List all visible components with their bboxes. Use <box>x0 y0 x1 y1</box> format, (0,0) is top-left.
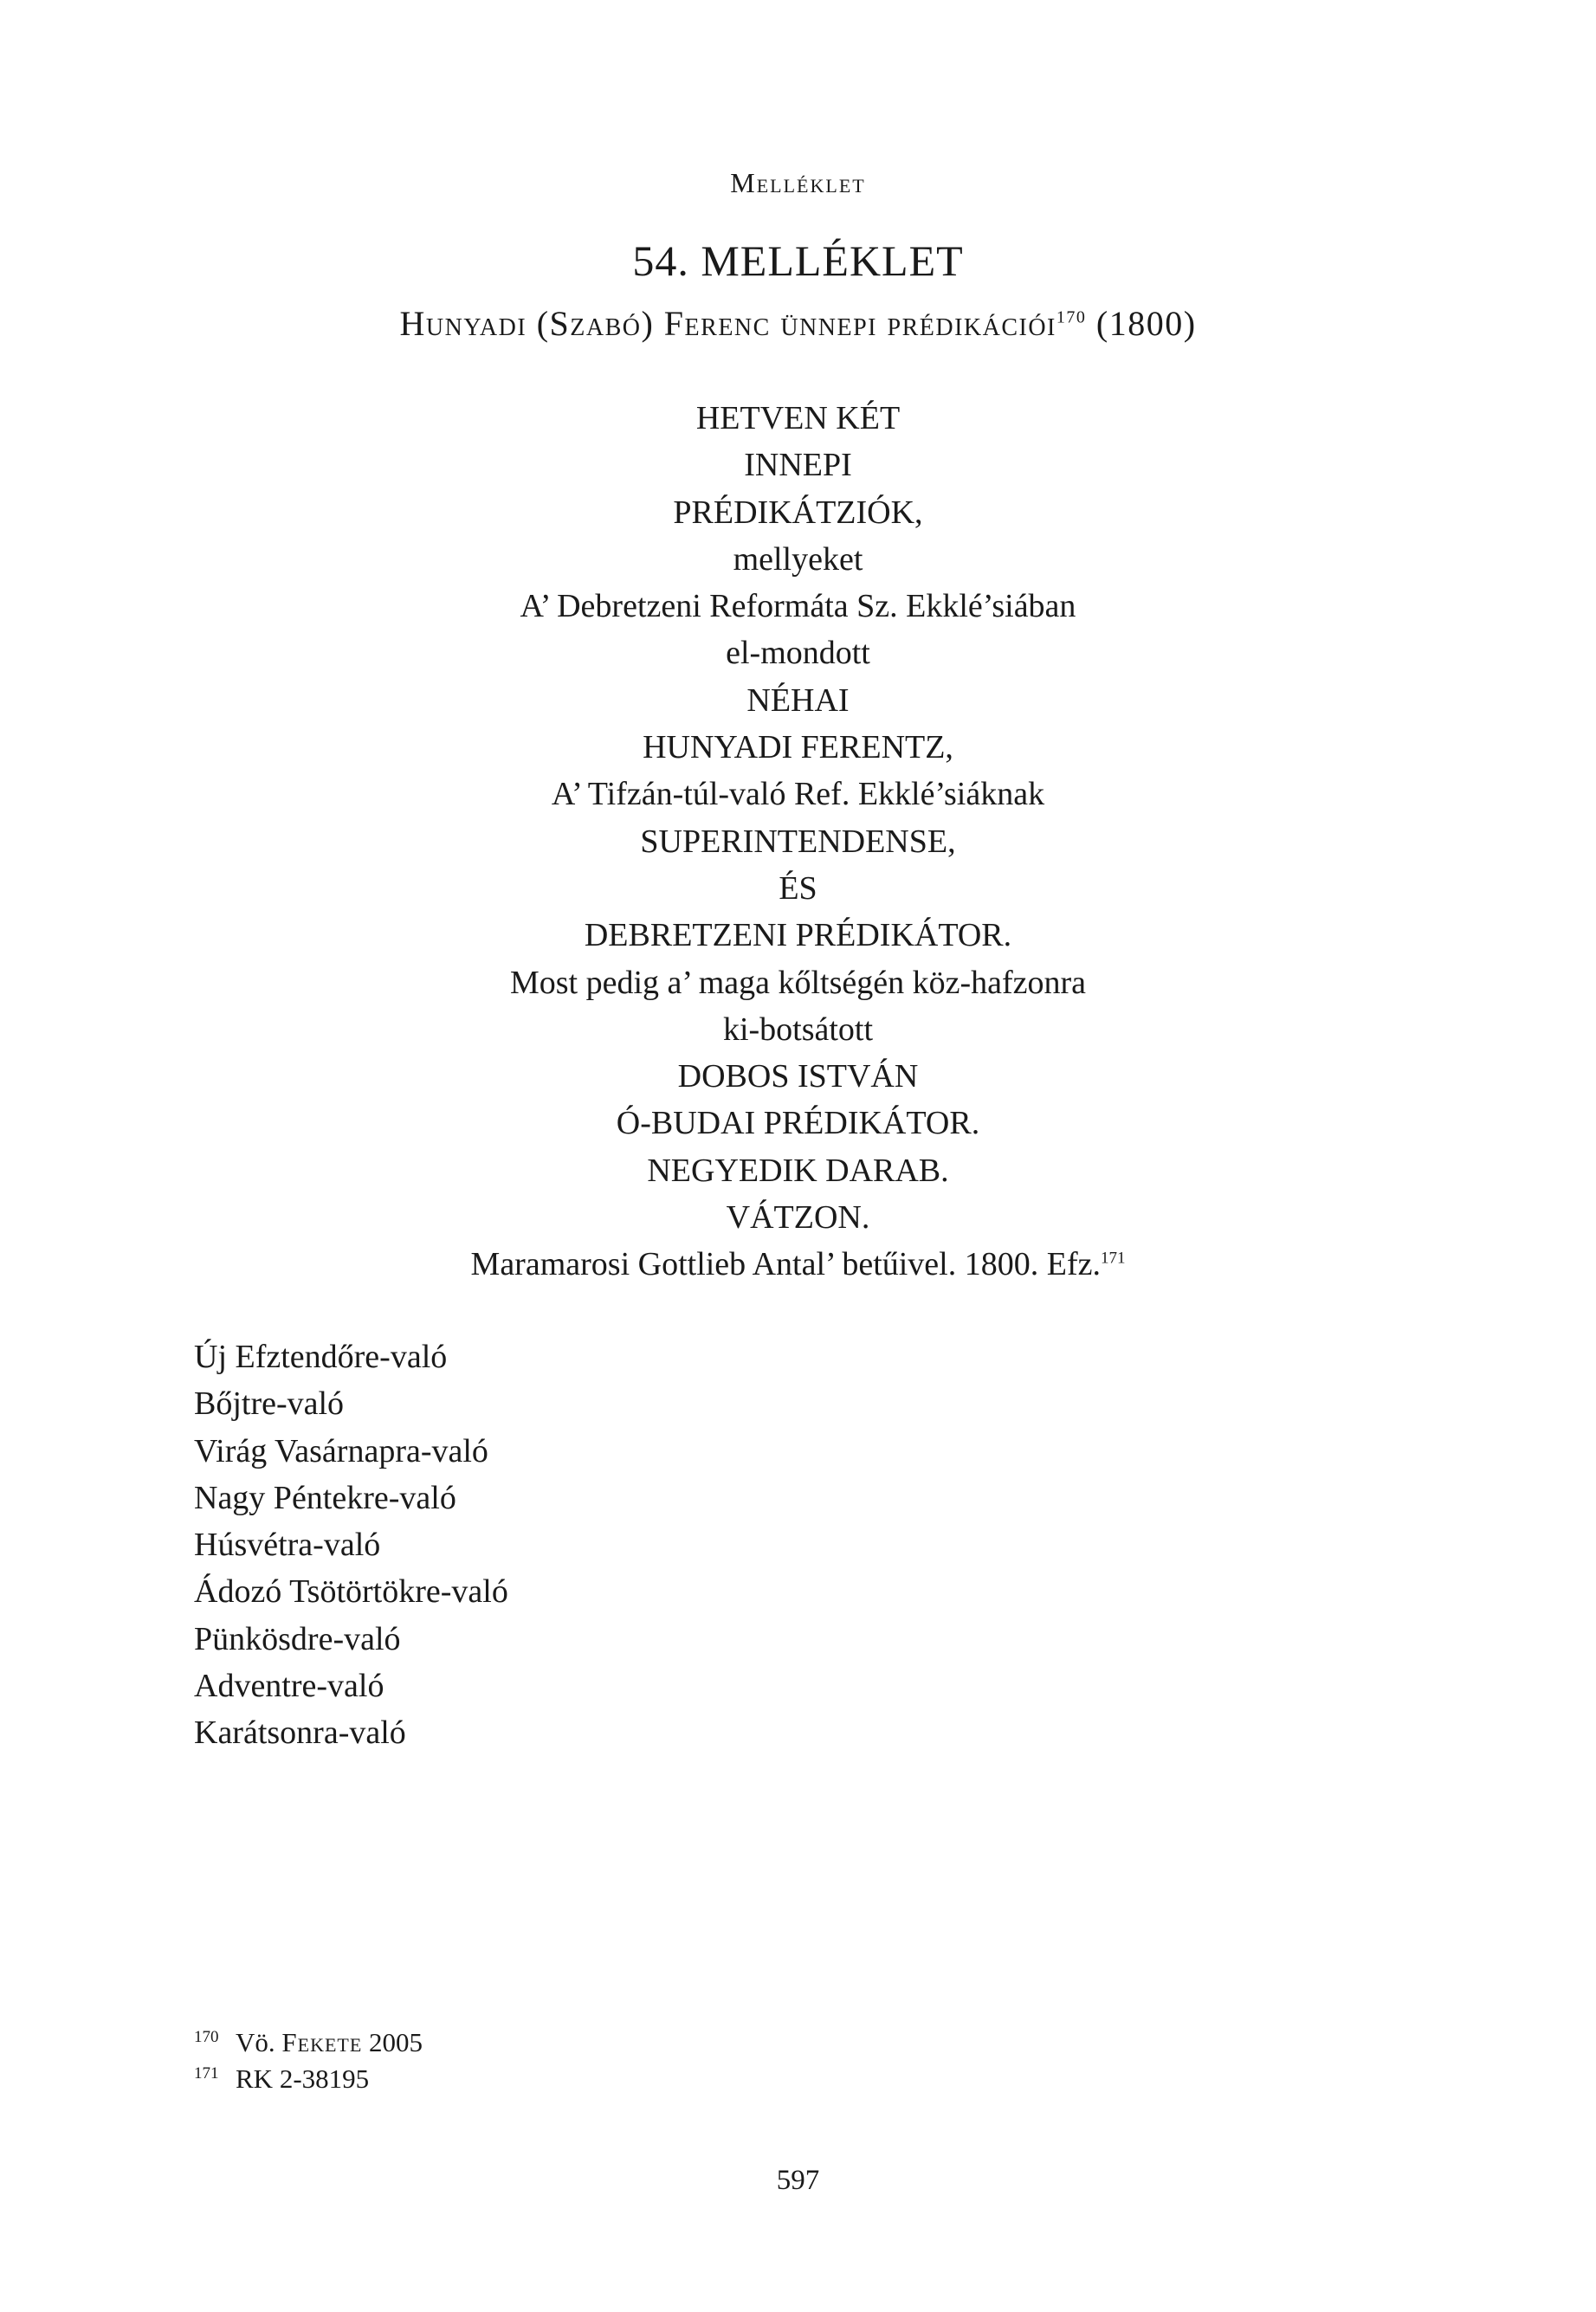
sermon-item: Húsvétra-való <box>194 1527 381 1564</box>
title-line: Most pedig a’ maga kőltségén köz-hafzonra <box>509 964 1087 1001</box>
footnote-prefix: Vö. <box>236 2027 282 2057</box>
footnote-rest: RK 2-38195 <box>236 2063 370 2094</box>
title-line: el-mondott <box>726 635 870 672</box>
sermon-item: Bőjtre-való <box>194 1385 345 1423</box>
footnote-171: 171 RK 2-38195 <box>194 2063 370 2094</box>
subtitle-year: (1800) <box>1095 304 1197 343</box>
imprint-line <box>0 1241 1596 1288</box>
title-line: HUNYADI FERENTZ, <box>643 729 953 766</box>
sermon-item: Új Efztendőre-való <box>194 1339 448 1375</box>
sermon-item: Pünkösdre-való <box>194 1620 401 1657</box>
sermon-item: Ádozó Tsötörtökre-való <box>194 1573 508 1611</box>
title-line: HETVEN KÉT <box>695 400 901 436</box>
title-line: DOBOS ISTVÁN <box>677 1058 919 1095</box>
title-line: INNEPI <box>744 447 852 484</box>
title-line: ki-botsátott <box>722 1011 874 1048</box>
sermon-list <box>194 1334 508 1757</box>
title-line: PRÉDIKÁTZIÓK, <box>673 494 923 531</box>
title-line: SUPERINTENDENSE, <box>640 823 956 860</box>
title-line: A’ Debretzeni Reformáta Sz. Ekklé’siában <box>520 588 1076 625</box>
sermon-item: Nagy Péntekre-való <box>194 1479 456 1516</box>
imprint-text: Maramarosi Gottlieb Antal’ betűivel. 1800. Efz. <box>470 1246 1101 1283</box>
title-page-transcription <box>0 395 1596 1288</box>
page-number: 597 <box>776 2165 820 2196</box>
title-line: Ó-BUDAI PRÉDIKÁTOR. <box>616 1105 980 1142</box>
running-head: Melléklet <box>730 167 866 198</box>
footnotes <box>194 2025 423 2097</box>
appendix-subtitle <box>0 303 1596 344</box>
title-line: VÁTZON. <box>726 1199 870 1237</box>
subtitle-text: Hunyadi (Szabó) Ferenc ünnepi prédikációi <box>399 304 1056 343</box>
sermon-item: Virág Vasárnapra-való <box>194 1432 488 1469</box>
footnote-ref-171[interactable]: 171 <box>1100 1249 1126 1268</box>
sermon-item: Adventre-való <box>194 1668 384 1705</box>
footnote-rest: 2005 <box>362 2027 423 2057</box>
title-line: A’ Tifzán-túl-való Ref. Ekklé’siáknak <box>551 776 1045 813</box>
appendix-title: 54. MELLÉKLET <box>632 236 964 285</box>
sermon-item: Karátsonra-való <box>194 1715 406 1752</box>
footnote-170: 170 Vö. Fekete 2005 <box>194 2027 423 2057</box>
footnote-author: Fekete <box>281 2027 363 2057</box>
title-line: NÉHAI <box>746 681 850 719</box>
footnote-ref-170[interactable]: 170 <box>1056 307 1087 327</box>
title-line: ÉS <box>779 869 817 907</box>
title-line: mellyeket <box>733 540 863 578</box>
title-line: NEGYEDIK DARAB. <box>647 1152 949 1189</box>
title-line: DEBRETZENI PRÉDIKÁTOR. <box>584 917 1012 954</box>
